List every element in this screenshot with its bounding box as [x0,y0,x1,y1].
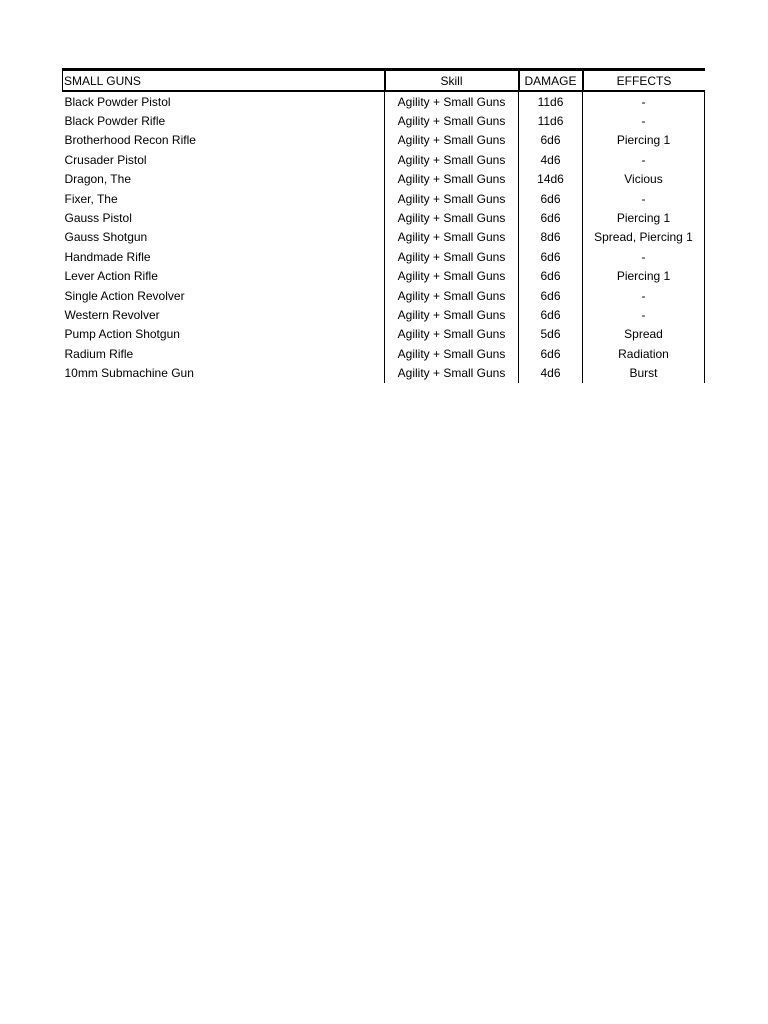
table-row [63,228,705,247]
effects-cell: - [583,189,705,208]
effects-cell: Piercing 1 [583,131,705,150]
damage-cell: 11d6 [519,111,583,130]
damage-cell: 6d6 [519,286,583,305]
damage-cell: 6d6 [519,208,583,227]
weapon-name-cell: Crusader Pistol [64,152,147,167]
table-row [63,170,705,189]
table-body [63,91,705,383]
table-row [63,305,705,324]
weapon-name-cell: Radium Rifle [64,346,134,361]
damage-cell: 14d6 [519,170,583,189]
skill-cell: Agility + Small Guns [385,247,519,266]
table-row [63,111,705,130]
table-row [63,208,705,227]
table-row [63,286,705,305]
effects-cell: - [583,91,705,111]
header-small-guns: SMALL GUNS [63,70,385,92]
effects-cell: - [583,305,705,324]
small-guns-table [62,68,705,383]
skill-cell: Agility + Small Guns [385,189,519,208]
weapon-name-cell: Black Powder Rifle [64,114,166,129]
damage-cell: 6d6 [519,247,583,266]
table-row [63,267,705,286]
effects-cell: Piercing 1 [583,208,705,227]
damage-cell: 6d6 [519,131,583,150]
weapon-name-cell: Black Powder Pistol [64,94,171,109]
table-row [63,131,705,150]
header-skill: Skill [385,70,519,92]
effects-cell: - [583,150,705,169]
skill-cell: Agility + Small Guns [385,91,519,111]
skill-cell: Agility + Small Guns [385,228,519,247]
table-row [63,91,705,111]
table-row [63,344,705,363]
skill-cell: Agility + Small Guns [385,305,519,324]
header-damage: DAMAGE [519,70,583,92]
effects-cell: Piercing 1 [583,267,705,286]
weapon-name-cell: Gauss Shotgun [64,230,148,245]
skill-cell: Agility + Small Guns [385,111,519,130]
weapon-name-cell: Pump Action Shotgun [64,327,180,342]
weapons-sheet [62,68,704,383]
weapon-name-cell: Gauss Pistol [64,211,132,226]
table-row [63,363,705,382]
weapon-name-cell: Western Revolver [64,307,160,322]
table-row [63,247,705,266]
table-row [63,150,705,169]
table-row [63,189,705,208]
effects-cell: Burst [583,363,705,382]
skill-cell: Agility + Small Guns [385,267,519,286]
effects-cell: Spread [583,325,705,344]
skill-cell: Agility + Small Guns [385,150,519,169]
effects-cell: Radiation [583,344,705,363]
damage-cell: 6d6 [519,267,583,286]
effects-cell: Vicious [583,170,705,189]
skill-cell: Agility + Small Guns [385,344,519,363]
skill-cell: Agility + Small Guns [385,363,519,382]
damage-cell: 4d6 [519,363,583,382]
weapon-name-cell: Single Action Revolver [64,288,185,303]
table-row [63,325,705,344]
weapon-name-cell: Fixer, The [64,191,118,206]
effects-cell: Spread, Piercing 1 [583,228,705,247]
weapon-name-cell: Handmade Rifle [64,249,151,264]
weapon-name-cell: 10mm Submachine Gun [64,366,194,381]
damage-cell: 6d6 [519,344,583,363]
damage-cell: 5d6 [519,325,583,344]
weapon-name-cell: Lever Action Rifle [64,269,158,284]
weapon-name-cell: Dragon, The [64,172,131,187]
effects-cell: - [583,111,705,130]
skill-cell: Agility + Small Guns [385,325,519,344]
header-effects: EFFECTS [583,70,705,92]
damage-cell: 8d6 [519,228,583,247]
effects-cell: - [583,286,705,305]
damage-cell: 6d6 [519,305,583,324]
skill-cell: Agility + Small Guns [385,131,519,150]
skill-cell: Agility + Small Guns [385,208,519,227]
header-row [63,70,705,92]
effects-cell: - [583,247,705,266]
weapon-name-cell: Brotherhood Recon Rifle [64,133,196,148]
skill-cell: Agility + Small Guns [385,286,519,305]
damage-cell: 4d6 [519,150,583,169]
damage-cell: 11d6 [519,91,583,111]
damage-cell: 6d6 [519,189,583,208]
table-header [63,70,705,92]
skill-cell: Agility + Small Guns [385,170,519,189]
